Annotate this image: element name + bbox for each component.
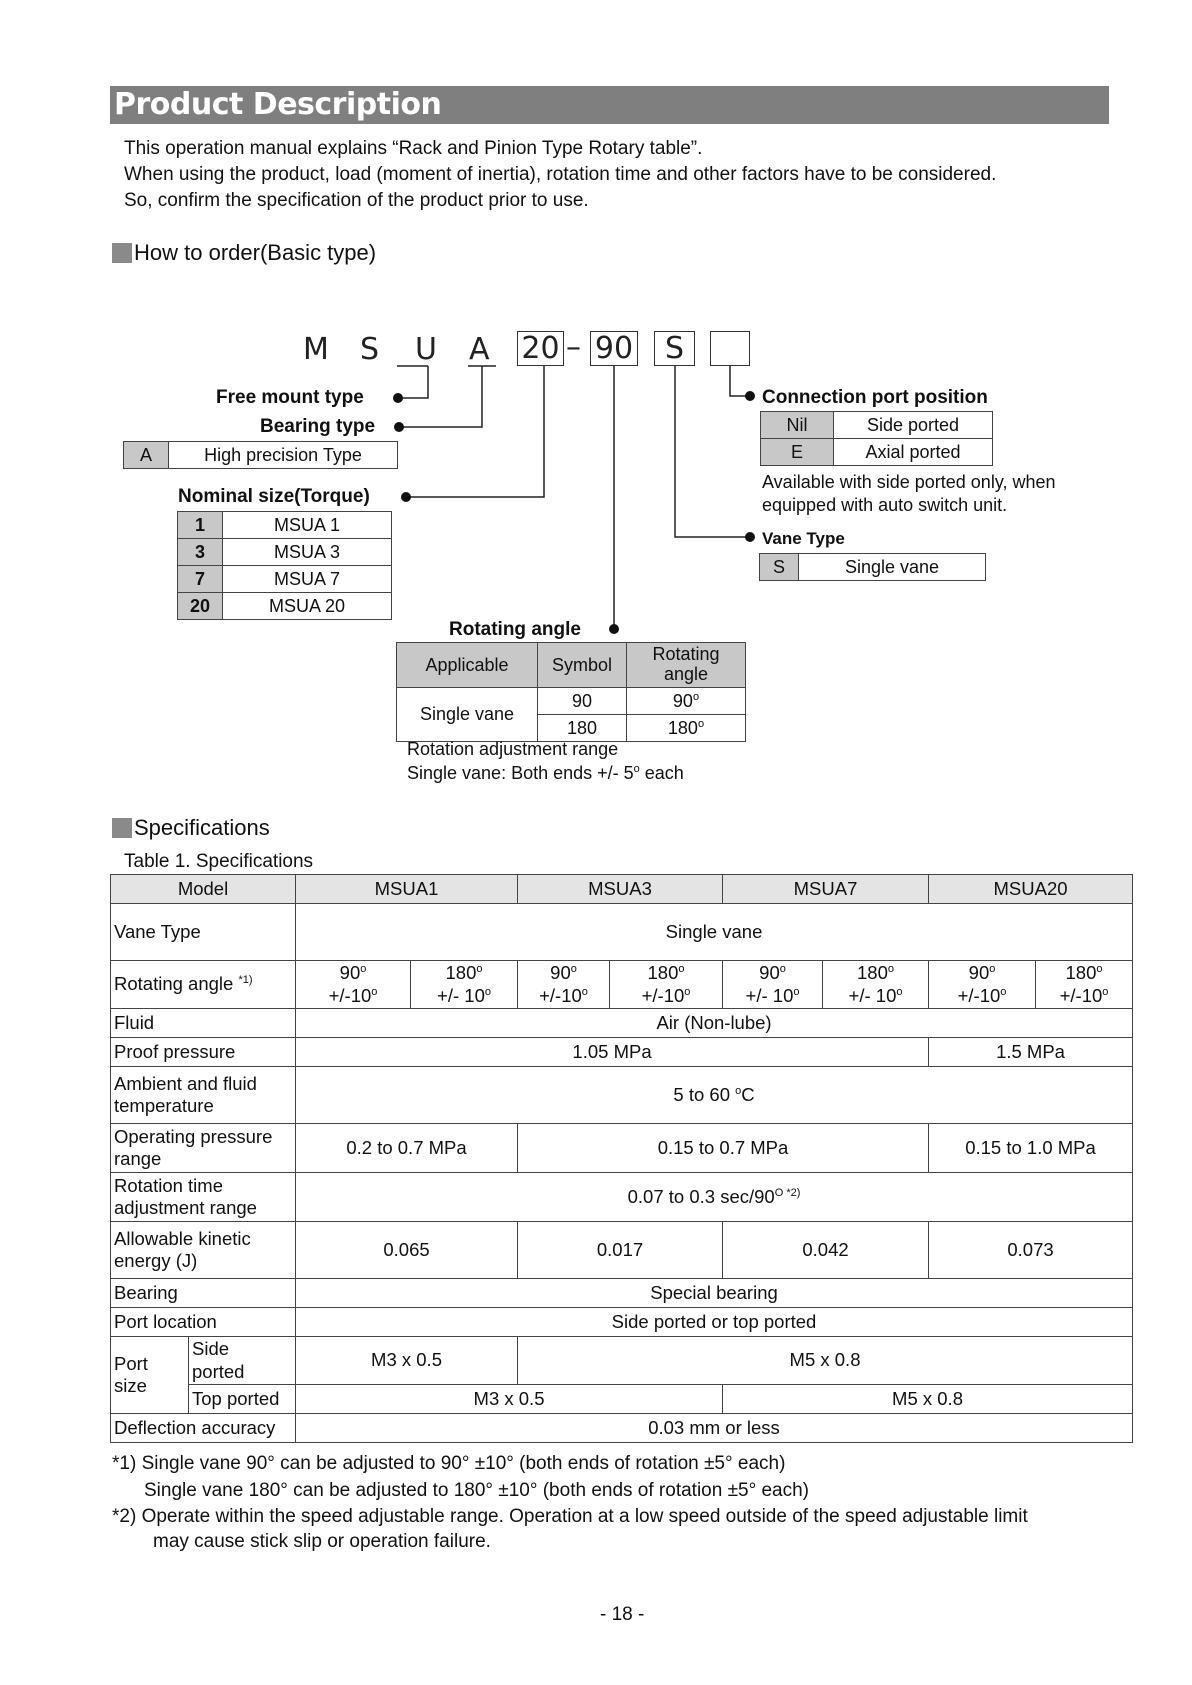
top-ported-label: Top ported — [189, 1385, 296, 1414]
kinetic-energy-label: Allowable kinetic energy (J) — [111, 1222, 296, 1279]
intro-line-1: This operation manual explains “Rack and Pinion Type Rotary table”. — [124, 138, 703, 159]
rotating-symbol: 180 — [538, 715, 627, 742]
footnote-1: *1) Single vane 90° can be adjusted to 90° ±10° (both ends of rotation ±5° each) — [112, 1453, 786, 1474]
order-heading: How to order(Basic type) — [134, 240, 377, 265]
line-bearing — [400, 366, 482, 427]
nominal-name: MSUA 1 — [223, 512, 392, 539]
footnote-1-cont: Single vane 180° can be adjusted to 180° ±10° (both ends of rotation ±5° each) — [144, 1480, 809, 1501]
nominal-code: 3 — [178, 539, 223, 566]
vane-code: S — [760, 554, 799, 581]
code-letter-m: M — [303, 332, 329, 367]
bearing-spec-value: Special bearing — [296, 1279, 1133, 1308]
intro-line-3: So, confirm the specification of the product prior to use. — [124, 190, 589, 211]
vane-desc: Single vane — [799, 554, 986, 581]
specs-heading: Specifications — [134, 815, 270, 840]
specifications-table — [110, 874, 1133, 1443]
side-ported-value: M5 x 0.8 — [518, 1337, 1133, 1385]
dot-vane — [745, 532, 755, 542]
model-msua7: MSUA7 — [723, 875, 929, 904]
fluid-label: Fluid — [111, 1009, 296, 1038]
bearing-code: A — [124, 442, 169, 469]
operating-pressure-value: 0.15 to 0.7 MPa — [518, 1124, 929, 1173]
rotating-header-applicable: Applicable — [397, 643, 538, 688]
specs-caption: Table 1. Specifications — [124, 851, 314, 872]
bearing-spec-label: Bearing — [111, 1279, 296, 1308]
deflection-value: 0.03 mm or less — [296, 1414, 1133, 1443]
rotating-angle-value: 90$^o$ — [627, 688, 746, 715]
code-letter-a: A — [469, 332, 490, 367]
model-msua3: MSUA3 — [518, 875, 723, 904]
nominal-code: 1 — [178, 512, 223, 539]
nominal-table — [177, 511, 392, 620]
fluid-value: Air (Non-lube) — [296, 1009, 1133, 1038]
angle-cell: $90^o$ +/- 10$^o$ — [723, 961, 823, 1009]
angle-cell: $180^o$ $+/-10^o$ — [610, 961, 723, 1009]
connection-table — [760, 411, 993, 466]
rotating-label: Rotating angle — [449, 619, 581, 640]
dot-connection — [745, 391, 755, 401]
dot-free-mount — [393, 393, 403, 403]
code-dash: – — [566, 330, 581, 365]
model-header: Model — [111, 875, 296, 904]
dot-rotating — [609, 624, 619, 634]
operating-pressure-label: Operating pressure range — [111, 1124, 296, 1173]
rotation-time-value: 0.07 to 0.3 $\sec/90^O$ $^{*2)}$ — [296, 1173, 1133, 1222]
vane-type-value: Single vane — [296, 904, 1133, 961]
proof-pressure-label: Proof pressure — [111, 1038, 296, 1067]
deflection-label: Deflection accuracy — [111, 1414, 296, 1443]
code-box-vane: S — [654, 331, 695, 366]
rotating-symbol: 90 — [538, 688, 627, 715]
ambient-value: 5 to 60 $^o$C — [296, 1067, 1133, 1124]
kinetic-energy-value: 0.042 — [723, 1222, 929, 1279]
connection-desc: Side ported — [834, 412, 993, 439]
rotating-header-symbol: Symbol — [538, 643, 627, 688]
page-number: - 18 - — [600, 1604, 645, 1625]
code-letter-s: S — [360, 332, 380, 367]
connection-code: E — [761, 439, 834, 466]
angle-cell: $180^o$ $+/-10^o$ — [1036, 961, 1133, 1009]
kinetic-energy-value: 0.065 — [296, 1222, 518, 1279]
model-msua20: MSUA20 — [929, 875, 1133, 904]
port-size-label: Port size — [111, 1337, 189, 1414]
code-box-size: 20 — [517, 331, 564, 366]
bearing-table — [123, 441, 398, 469]
rotating-angle-value: 180$^o$ — [627, 715, 746, 742]
proof-pressure-value: 1.5 MPa — [929, 1038, 1133, 1067]
rotating-applicable: Single vane — [397, 688, 538, 742]
connection-desc: Axial ported — [834, 439, 993, 466]
bearing-desc: High precision Type — [169, 442, 398, 469]
port-location-label: Port location — [111, 1308, 296, 1337]
angle-cell: $90^o$ $+/-10^o$ — [929, 961, 1036, 1009]
connection-note-1: Available with side ported only, when — [762, 472, 1056, 492]
vane-label: Vane Type — [762, 529, 845, 548]
rotating-header-angle: Rotating angle — [627, 643, 746, 688]
proof-pressure-value: 1.05 MPa — [296, 1038, 929, 1067]
angle-cell: $90^o$ $+/-10^o$ — [518, 961, 610, 1009]
kinetic-energy-value: 0.017 — [518, 1222, 723, 1279]
angle-cell: $180^o$ +/- 10$^o$ — [823, 961, 929, 1009]
connection-code: Nil — [761, 412, 834, 439]
nominal-name: MSUA 3 — [223, 539, 392, 566]
section-bullet-icon — [112, 818, 132, 838]
top-ported-value: M3 x 0.5 — [296, 1385, 723, 1414]
line-free-mount — [400, 366, 428, 398]
side-ported-label: Side ported — [189, 1337, 296, 1385]
nominal-code: 20 — [178, 593, 223, 620]
operating-pressure-value: 0.15 to 1.0 MPa — [929, 1124, 1133, 1173]
angle-cell: $180^o$ +/- 10$^o$ — [411, 961, 518, 1009]
footnote-2: *2) Operate within the speed adjustable range. Operation at a low speed outside of the speed adjustable limit — [112, 1506, 1028, 1527]
operating-pressure-value: 0.2 to 0.7 MPa — [296, 1124, 518, 1173]
code-letter-u: U — [415, 332, 437, 367]
rotation-note-1: Rotation adjustment range — [407, 739, 619, 759]
connection-note-2: equipped with auto switch unit. — [762, 495, 1008, 515]
vane-type-label: Vane Type — [111, 904, 296, 961]
line-connection — [730, 366, 748, 396]
connection-label: Connection port position — [762, 387, 988, 408]
nominal-name: MSUA 20 — [223, 593, 392, 620]
ambient-label: Ambient and fluid temperature — [111, 1067, 296, 1124]
kinetic-energy-value: 0.073 — [929, 1222, 1133, 1279]
vane-table — [759, 553, 986, 581]
port-location-value: Side ported or top ported — [296, 1308, 1133, 1337]
nominal-code: 7 — [178, 566, 223, 593]
nominal-name: MSUA 7 — [223, 566, 392, 593]
dot-bearing — [394, 422, 404, 432]
model-msua1: MSUA1 — [296, 875, 518, 904]
nominal-label: Nominal size(Torque) — [178, 486, 370, 507]
line-vane — [675, 366, 748, 537]
angle-cell: $90^o$ $+/-10^o$ — [296, 961, 411, 1009]
rotation-note-2: Single vane: Both ends +/- 5$^o$ each — [407, 763, 684, 783]
footnote-2-cont: may cause stick slip or operation failure. — [153, 1531, 491, 1552]
side-ported-value: M3 x 0.5 — [296, 1337, 518, 1385]
rotation-time-label: Rotation time adjustment range — [111, 1173, 296, 1222]
free-mount-label: Free mount type — [216, 387, 364, 408]
bearing-label: Bearing type — [260, 416, 376, 437]
rotating-angle-label: Rotating angle $^{*1)}$ — [111, 961, 296, 1009]
rotating-table — [396, 642, 746, 742]
page-title: Product Description — [114, 87, 442, 122]
top-ported-value: M5 x 0.8 — [723, 1385, 1133, 1414]
dot-nominal — [401, 492, 411, 502]
intro-line-2: When using the product, load (moment of inertia), rotation time and other factors have to be considered. — [124, 164, 997, 185]
code-box-angle: 90 — [590, 331, 638, 366]
